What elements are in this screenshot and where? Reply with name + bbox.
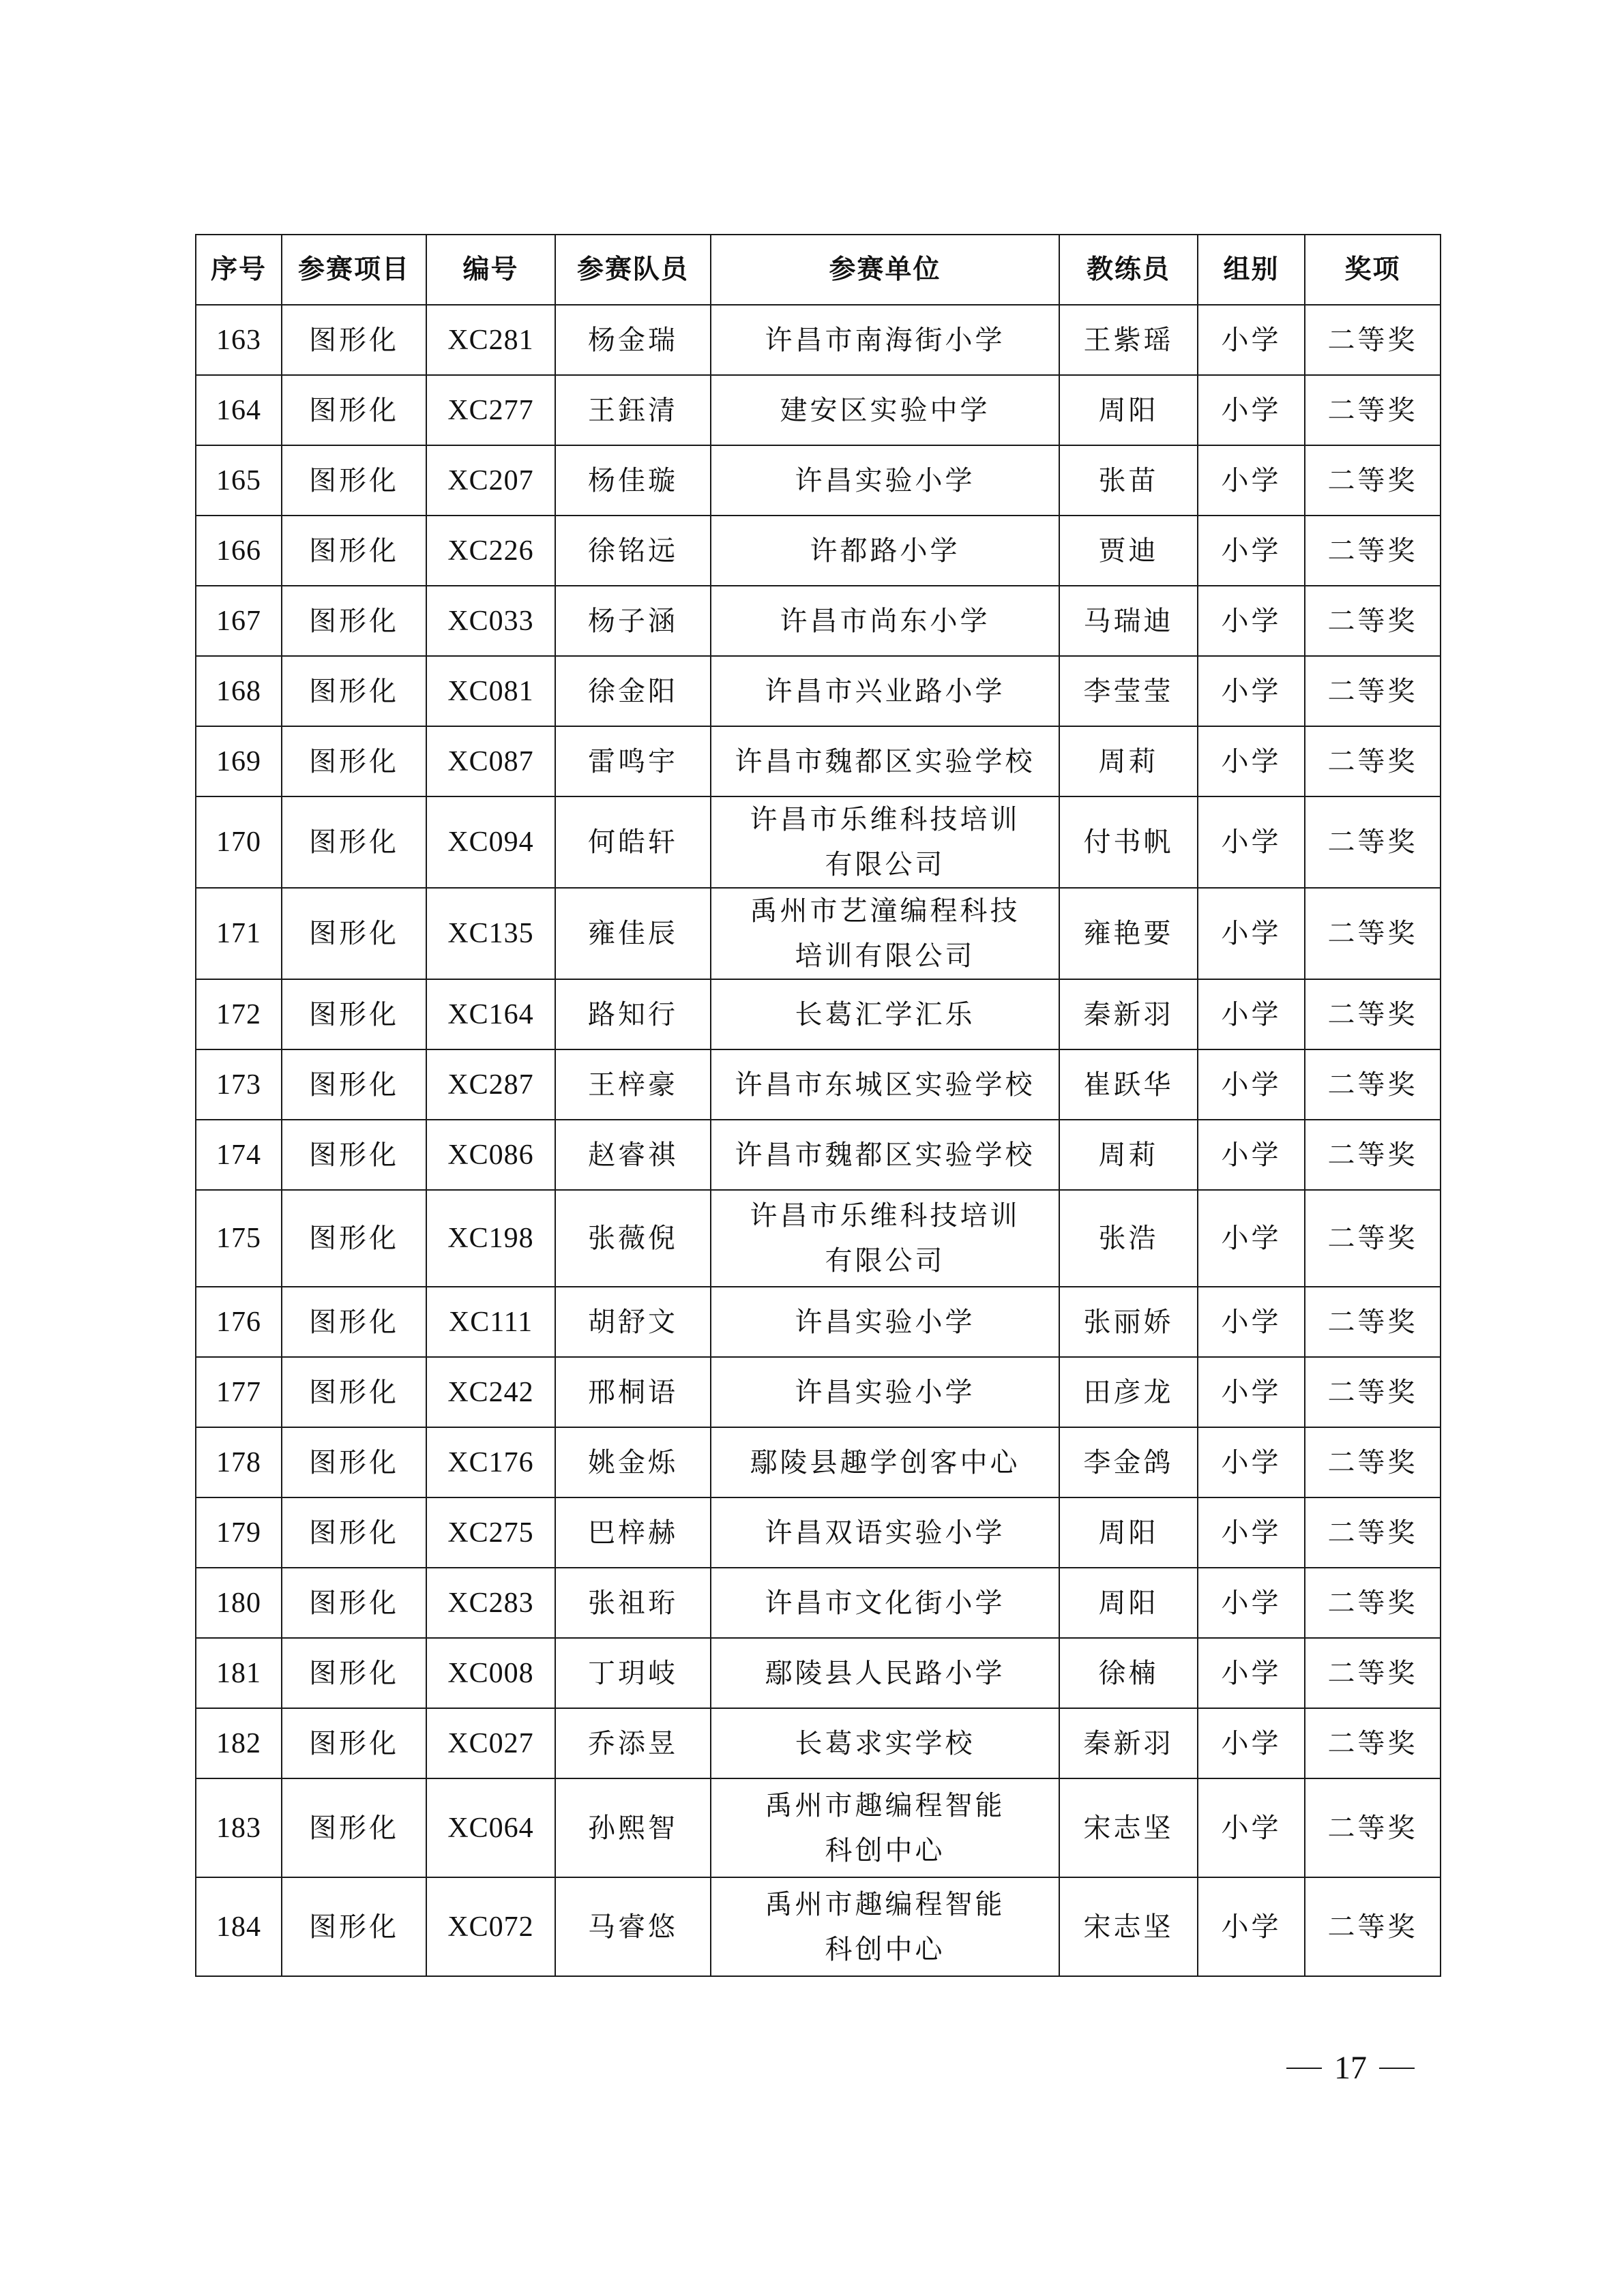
cell-unit: 长葛汇学汇乐 xyxy=(711,979,1059,1049)
cell-code: XC086 xyxy=(426,1120,555,1190)
cell-unit xyxy=(711,888,1059,979)
cell-code: XC033 xyxy=(426,586,555,656)
cell-member: 丁玥岐 xyxy=(555,1638,711,1708)
cell-index: 183 xyxy=(196,1778,282,1877)
cell-code: XC072 xyxy=(426,1877,555,1976)
cell-index: 175 xyxy=(196,1190,282,1287)
cell-project: 图形化 xyxy=(282,1568,426,1638)
cell-award: 二等奖 xyxy=(1305,375,1441,445)
cell-award: 二等奖 xyxy=(1305,1708,1441,1778)
cell-project: 图形化 xyxy=(282,1427,426,1497)
cell-code: XC164 xyxy=(426,979,555,1049)
cell-unit xyxy=(711,1877,1059,1976)
cell-index: 176 xyxy=(196,1287,282,1357)
table-row xyxy=(196,305,1441,375)
cell-code: XC242 xyxy=(426,1357,555,1427)
cell-unit xyxy=(711,1778,1059,1877)
cell-unit-line: 禹州市艺潼编程科技 xyxy=(750,895,1020,927)
cell-coach: 周阳 xyxy=(1059,375,1198,445)
cell-coach: 雍艳要 xyxy=(1059,888,1198,979)
cell-award: 二等奖 xyxy=(1305,1778,1441,1877)
cell-coach: 李金鸽 xyxy=(1059,1427,1198,1497)
cell-code: XC176 xyxy=(426,1427,555,1497)
cell-project: 图形化 xyxy=(282,1190,426,1287)
cell-coach: 徐楠 xyxy=(1059,1638,1198,1708)
cell-coach: 秦新羽 xyxy=(1059,979,1198,1049)
cell-project: 图形化 xyxy=(282,1287,426,1357)
header-code: 编号 xyxy=(426,235,555,305)
table-row xyxy=(196,1287,1441,1357)
table-row xyxy=(196,516,1441,586)
cell-index: 181 xyxy=(196,1638,282,1708)
cell-unit: 许昌市魏都区实验学校 xyxy=(711,726,1059,796)
cell-coach: 崔跃华 xyxy=(1059,1049,1198,1120)
cell-award: 二等奖 xyxy=(1305,445,1441,516)
cell-code: XC207 xyxy=(426,445,555,516)
cell-index: 163 xyxy=(196,305,282,375)
cell-unit xyxy=(711,796,1059,888)
cell-award: 二等奖 xyxy=(1305,1877,1441,1976)
cell-code: XC281 xyxy=(426,305,555,375)
cell-project: 图形化 xyxy=(282,979,426,1049)
cell-member: 马睿悠 xyxy=(555,1877,711,1976)
cell-member: 杨金瑞 xyxy=(555,305,711,375)
cell-project: 图形化 xyxy=(282,1497,426,1568)
cell-award: 二等奖 xyxy=(1305,726,1441,796)
cell-member: 杨子涵 xyxy=(555,586,711,656)
cell-project: 图形化 xyxy=(282,1638,426,1708)
cell-coach: 田彦龙 xyxy=(1059,1357,1198,1427)
cell-coach: 宋志坚 xyxy=(1059,1877,1198,1976)
cell-coach: 马瑞迪 xyxy=(1059,586,1198,656)
cell-unit: 许昌实验小学 xyxy=(711,1357,1059,1427)
cell-group: 小学 xyxy=(1198,1049,1305,1120)
cell-award: 二等奖 xyxy=(1305,796,1441,888)
cell-unit: 鄢陵县趣学创客中心 xyxy=(711,1427,1059,1497)
cell-award: 二等奖 xyxy=(1305,1497,1441,1568)
cell-coach: 王紫瑶 xyxy=(1059,305,1198,375)
cell-group: 小学 xyxy=(1198,1638,1305,1708)
cell-unit-line: 有限公司 xyxy=(825,1245,945,1277)
cell-code: XC135 xyxy=(426,888,555,979)
cell-member: 张薇倪 xyxy=(555,1190,711,1287)
cell-coach: 周阳 xyxy=(1059,1497,1198,1568)
header-project: 参赛项目 xyxy=(282,235,426,305)
cell-code: XC198 xyxy=(426,1190,555,1287)
cell-unit-line: 许昌市乐维科技培训 xyxy=(750,1200,1020,1232)
cell-index: 164 xyxy=(196,375,282,445)
cell-group: 小学 xyxy=(1198,1778,1305,1877)
header-group: 组别 xyxy=(1198,235,1305,305)
table-body xyxy=(196,305,1441,1976)
header-coach: 教练员 xyxy=(1059,235,1198,305)
cell-coach: 秦新羽 xyxy=(1059,1708,1198,1778)
cell-member: 徐金阳 xyxy=(555,656,711,726)
cell-unit: 许昌市文化街小学 xyxy=(711,1568,1059,1638)
header-index: 序号 xyxy=(196,235,282,305)
table-row xyxy=(196,1568,1441,1638)
cell-project: 图形化 xyxy=(282,656,426,726)
cell-member: 胡舒文 xyxy=(555,1287,711,1357)
cell-member: 孙熙智 xyxy=(555,1778,711,1877)
header-member: 参赛队员 xyxy=(555,235,711,305)
cell-code: XC111 xyxy=(426,1287,555,1357)
cell-project: 图形化 xyxy=(282,445,426,516)
table-row xyxy=(196,796,1441,888)
cell-group: 小学 xyxy=(1198,1190,1305,1287)
cell-member: 乔添昱 xyxy=(555,1708,711,1778)
table-row xyxy=(196,888,1441,979)
cell-coach: 张浩 xyxy=(1059,1190,1198,1287)
cell-group: 小学 xyxy=(1198,1877,1305,1976)
cell-group: 小学 xyxy=(1198,1708,1305,1778)
cell-index: 180 xyxy=(196,1568,282,1638)
cell-code: XC087 xyxy=(426,726,555,796)
table-row xyxy=(196,586,1441,656)
cell-project: 图形化 xyxy=(282,375,426,445)
cell-member: 杨佳璇 xyxy=(555,445,711,516)
cell-project: 图形化 xyxy=(282,586,426,656)
cell-award: 二等奖 xyxy=(1305,516,1441,586)
cell-project: 图形化 xyxy=(282,1120,426,1190)
cell-code: XC064 xyxy=(426,1778,555,1877)
cell-unit: 长葛求实学校 xyxy=(711,1708,1059,1778)
cell-member: 赵睿祺 xyxy=(555,1120,711,1190)
table-row xyxy=(196,1877,1441,1976)
cell-unit-line: 科创中心 xyxy=(825,1933,945,1965)
cell-unit: 许昌双语实验小学 xyxy=(711,1497,1059,1568)
cell-group: 小学 xyxy=(1198,586,1305,656)
cell-group: 小学 xyxy=(1198,1568,1305,1638)
page-number-dash-right xyxy=(1379,2068,1415,2069)
cell-index: 170 xyxy=(196,796,282,888)
cell-unit: 许昌市兴业路小学 xyxy=(711,656,1059,726)
cell-award: 二等奖 xyxy=(1305,1568,1441,1638)
cell-member: 王梓豪 xyxy=(555,1049,711,1120)
cell-award: 二等奖 xyxy=(1305,656,1441,726)
header-award: 奖项 xyxy=(1305,235,1441,305)
page-number-value: 17 xyxy=(1334,2050,1367,2086)
cell-group: 小学 xyxy=(1198,979,1305,1049)
cell-coach: 张丽娇 xyxy=(1059,1287,1198,1357)
cell-award: 二等奖 xyxy=(1305,305,1441,375)
cell-unit-line: 培训有限公司 xyxy=(795,940,975,972)
cell-award: 二等奖 xyxy=(1305,888,1441,979)
cell-group: 小学 xyxy=(1198,726,1305,796)
cell-project: 图形化 xyxy=(282,1357,426,1427)
table-header-row xyxy=(196,235,1441,305)
cell-group: 小学 xyxy=(1198,888,1305,979)
cell-group: 小学 xyxy=(1198,796,1305,888)
cell-project: 图形化 xyxy=(282,1877,426,1976)
table-row xyxy=(196,979,1441,1049)
cell-unit-line: 许昌市乐维科技培训 xyxy=(750,804,1020,835)
cell-group: 小学 xyxy=(1198,1497,1305,1568)
cell-unit-line: 禹州市趣编程智能 xyxy=(765,1888,1005,1920)
cell-project: 图形化 xyxy=(282,1778,426,1877)
cell-unit: 鄢陵县人民路小学 xyxy=(711,1638,1059,1708)
cell-unit: 许昌市东城区实验学校 xyxy=(711,1049,1059,1120)
cell-code: XC094 xyxy=(426,796,555,888)
cell-member: 姚金烁 xyxy=(555,1427,711,1497)
table-row xyxy=(196,1427,1441,1497)
cell-coach: 宋志坚 xyxy=(1059,1778,1198,1877)
cell-index: 169 xyxy=(196,726,282,796)
cell-group: 小学 xyxy=(1198,1287,1305,1357)
page-number xyxy=(1269,2044,1432,2092)
cell-member: 雷鸣宇 xyxy=(555,726,711,796)
cell-member: 邢桐语 xyxy=(555,1357,711,1427)
cell-project: 图形化 xyxy=(282,516,426,586)
cell-code: XC226 xyxy=(426,516,555,586)
cell-member: 王鈺清 xyxy=(555,375,711,445)
table-row xyxy=(196,656,1441,726)
cell-index: 177 xyxy=(196,1357,282,1427)
cell-code: XC275 xyxy=(426,1497,555,1568)
page-number-dash-left xyxy=(1286,2068,1322,2069)
cell-award: 二等奖 xyxy=(1305,586,1441,656)
cell-index: 171 xyxy=(196,888,282,979)
cell-coach: 贾迪 xyxy=(1059,516,1198,586)
table-row xyxy=(196,1357,1441,1427)
cell-award: 二等奖 xyxy=(1305,1190,1441,1287)
cell-award: 二等奖 xyxy=(1305,1357,1441,1427)
cell-group: 小学 xyxy=(1198,1120,1305,1190)
table-row xyxy=(196,726,1441,796)
cell-index: 167 xyxy=(196,586,282,656)
cell-member: 雍佳辰 xyxy=(555,888,711,979)
cell-unit: 许昌市魏都区实验学校 xyxy=(711,1120,1059,1190)
cell-unit: 许昌市尚东小学 xyxy=(711,586,1059,656)
cell-group: 小学 xyxy=(1198,516,1305,586)
cell-coach: 李莹莹 xyxy=(1059,656,1198,726)
cell-code: XC027 xyxy=(426,1708,555,1778)
cell-index: 166 xyxy=(196,516,282,586)
cell-unit-line: 科创中心 xyxy=(825,1834,945,1866)
table-row xyxy=(196,445,1441,516)
cell-group: 小学 xyxy=(1198,656,1305,726)
cell-group: 小学 xyxy=(1198,1427,1305,1497)
cell-coach: 周阳 xyxy=(1059,1568,1198,1638)
cell-index: 172 xyxy=(196,979,282,1049)
cell-index: 184 xyxy=(196,1877,282,1976)
cell-code: XC287 xyxy=(426,1049,555,1120)
cell-group: 小学 xyxy=(1198,445,1305,516)
cell-project: 图形化 xyxy=(282,888,426,979)
cell-award: 二等奖 xyxy=(1305,979,1441,1049)
cell-group: 小学 xyxy=(1198,1357,1305,1427)
cell-member: 徐铭远 xyxy=(555,516,711,586)
cell-coach: 周莉 xyxy=(1059,726,1198,796)
cell-code: XC277 xyxy=(426,375,555,445)
table-row xyxy=(196,1708,1441,1778)
cell-code: XC008 xyxy=(426,1638,555,1708)
cell-unit: 建安区实验中学 xyxy=(711,375,1059,445)
cell-unit: 许昌市南海街小学 xyxy=(711,305,1059,375)
cell-unit: 许昌实验小学 xyxy=(711,1287,1059,1357)
table-row xyxy=(196,1120,1441,1190)
cell-coach: 周莉 xyxy=(1059,1120,1198,1190)
cell-unit: 许都路小学 xyxy=(711,516,1059,586)
cell-award: 二等奖 xyxy=(1305,1120,1441,1190)
cell-member: 路知行 xyxy=(555,979,711,1049)
table-row xyxy=(196,375,1441,445)
cell-member: 巴梓赫 xyxy=(555,1497,711,1568)
cell-member: 张祖珩 xyxy=(555,1568,711,1638)
cell-index: 174 xyxy=(196,1120,282,1190)
cell-index: 165 xyxy=(196,445,282,516)
table-row xyxy=(196,1049,1441,1120)
cell-coach: 付书帆 xyxy=(1059,796,1198,888)
cell-award: 二等奖 xyxy=(1305,1287,1441,1357)
table-row xyxy=(196,1497,1441,1568)
cell-unit-line: 有限公司 xyxy=(825,849,945,880)
cell-award: 二等奖 xyxy=(1305,1427,1441,1497)
cell-coach: 张苗 xyxy=(1059,445,1198,516)
table-row xyxy=(196,1638,1441,1708)
cell-index: 173 xyxy=(196,1049,282,1120)
cell-index: 178 xyxy=(196,1427,282,1497)
cell-unit xyxy=(711,1190,1059,1287)
cell-project: 图形化 xyxy=(282,1708,426,1778)
cell-project: 图形化 xyxy=(282,726,426,796)
cell-award: 二等奖 xyxy=(1305,1638,1441,1708)
cell-group: 小学 xyxy=(1198,375,1305,445)
cell-code: XC283 xyxy=(426,1568,555,1638)
cell-project: 图形化 xyxy=(282,1049,426,1120)
cell-code: XC081 xyxy=(426,656,555,726)
table-row xyxy=(196,1778,1441,1877)
cell-member: 何皓轩 xyxy=(555,796,711,888)
cell-project: 图形化 xyxy=(282,305,426,375)
cell-index: 168 xyxy=(196,656,282,726)
award-table xyxy=(195,234,1441,1977)
cell-index: 179 xyxy=(196,1497,282,1568)
cell-project: 图形化 xyxy=(282,796,426,888)
table-row xyxy=(196,1190,1441,1287)
cell-index: 182 xyxy=(196,1708,282,1778)
cell-unit: 许昌实验小学 xyxy=(711,445,1059,516)
header-unit: 参赛单位 xyxy=(711,235,1059,305)
cell-award: 二等奖 xyxy=(1305,1049,1441,1120)
cell-unit-line: 禹州市趣编程智能 xyxy=(765,1789,1005,1821)
cell-group: 小学 xyxy=(1198,305,1305,375)
